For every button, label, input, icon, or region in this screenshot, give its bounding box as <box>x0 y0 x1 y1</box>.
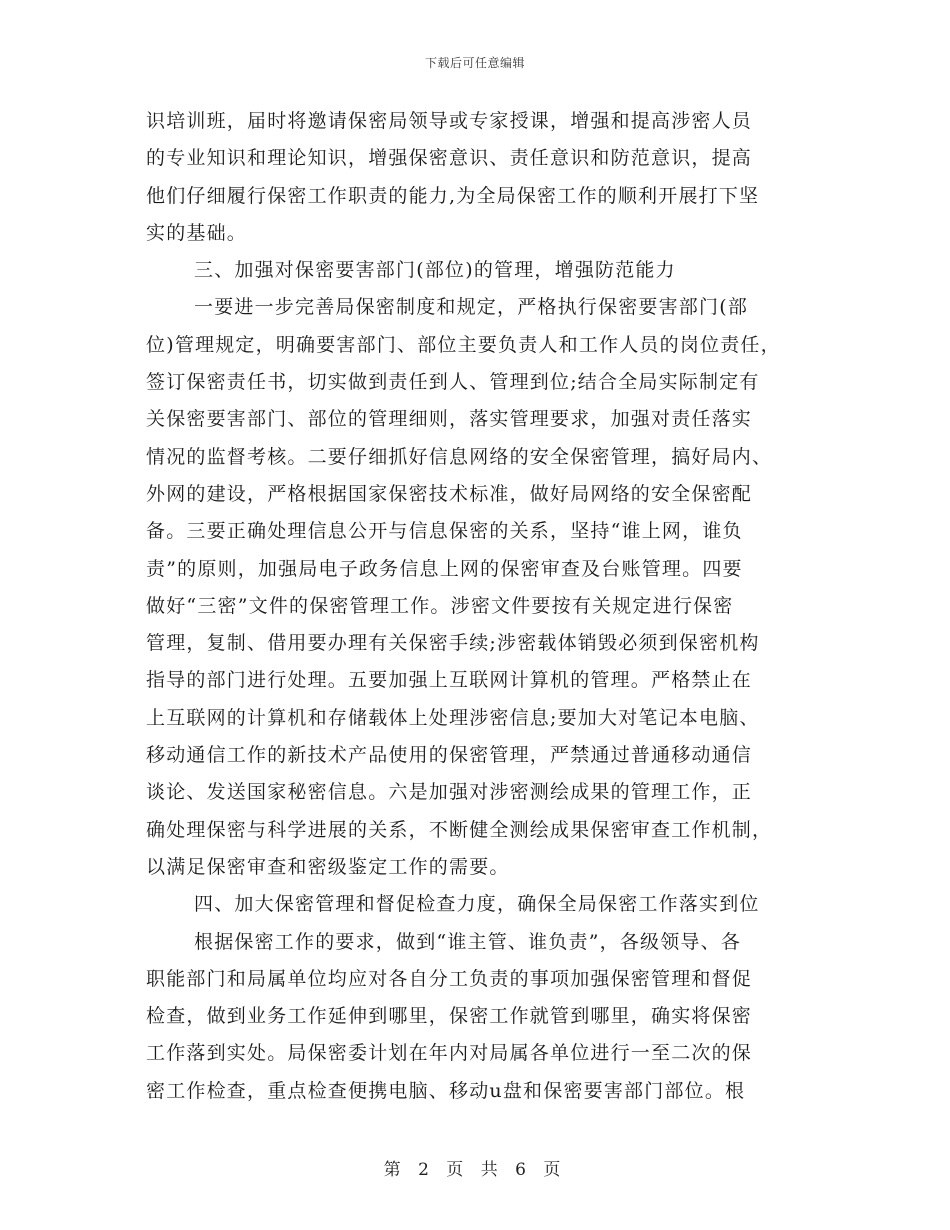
text-line: 确处理保密与科学进展的关系，不断健全测绘成果保密审查工作机制， <box>146 818 773 841</box>
text-line: 他们仔细履行保密工作职责的能力,为全局保密工作的顺利开展打下坚 <box>146 184 760 207</box>
text-line: 移动通信工作的新技术产品使用的保密管理，严禁通过普通移动通信 <box>146 744 753 767</box>
paragraph-first-line: 根据保密工作的要求，做到“谁主管、谁负责”，各级领导、各 <box>194 930 742 953</box>
text-line: 上互联网的计算机和存储载体上处理涉密信息;要加大对笔记本电脑、 <box>146 706 760 729</box>
section-heading: 四、加大保密管理和督促检查力度，确保全局保密工作落实到位 <box>194 893 760 916</box>
text-line: 签订保密责任书，切实做到责任到人、管理到位;结合全局实际制定有 <box>146 371 760 394</box>
text-line: 情况的监督考核。二要仔细抓好信息网络的安全保密管理，搞好局内、 <box>146 445 773 468</box>
text-line: 实的基础。 <box>146 221 248 244</box>
text-line: 谈论、发送国家秘密信息。六是加强对涉密测绘成果的管理工作，正 <box>146 781 753 804</box>
text-line: 职能部门和局属单位均应对各自分工负责的事项加强保密管理和督促 <box>146 967 753 990</box>
text-line: 检查，做到业务工作延伸到哪里，保密工作就管到哪里，确实将保密 <box>146 1005 753 1028</box>
text-line: 工作落到实处。局保密委计划在年内对局属各单位进行一至二次的保 <box>146 1042 753 1065</box>
page-header: 下载后可任意编辑 <box>424 56 525 70</box>
text-line: 的专业知识和理论知识，增强保密意识、责任意识和防范意识，提高 <box>146 147 753 170</box>
section-heading: 三、加强对保密要害部门(部位)的管理，增强防范能力 <box>194 259 676 282</box>
document-body <box>146 103 806 1110</box>
text-line: 责”的原则，加强局电子政务信息上网的保密审查及台账管理。四要 <box>146 557 743 580</box>
text-line: 位)管理规定，明确要害部门、部位主要负责人和工作人员的岗位责任， <box>146 333 781 356</box>
text-line: 做好“三密”文件的保密管理工作。涉密文件要按有关规定进行保密 <box>146 594 734 617</box>
text-line: 外网的建设，严格根据国家保密技术标准，做好局网络的安全保密配 <box>146 482 753 505</box>
text-line: 关保密要害部门、部位的管理细则，落实管理要求，加强对责任落实 <box>146 408 753 431</box>
text-line: 识培训班，届时将邀请保密局领导或专家授课，增强和提高涉密人员 <box>146 110 753 132</box>
text-line: 密工作检查，重点检查便携电脑、移动u盘和保密要害部门部位。根 <box>146 1079 746 1102</box>
paragraph-first-line: 一要进一步完善局保密制度和规定，严格执行保密要害部门(部 <box>194 296 749 319</box>
page-number-footer: 第 2 页 共 6 页 <box>383 1160 567 1180</box>
text-line: 备。三要正确处理信息公开与信息保密的关系，坚持“谁上网，谁负 <box>146 520 743 543</box>
text-line: 以满足保密审查和密级鉴定工作的需要。 <box>146 855 510 878</box>
text-line: 管理，复制、借用要办理有关保密手续;涉密载体销毁必须到保密机构 <box>146 632 760 655</box>
text-line: 指导的部门进行处理。五要加强上互联网计算机的管理。严格禁止在 <box>146 669 753 692</box>
